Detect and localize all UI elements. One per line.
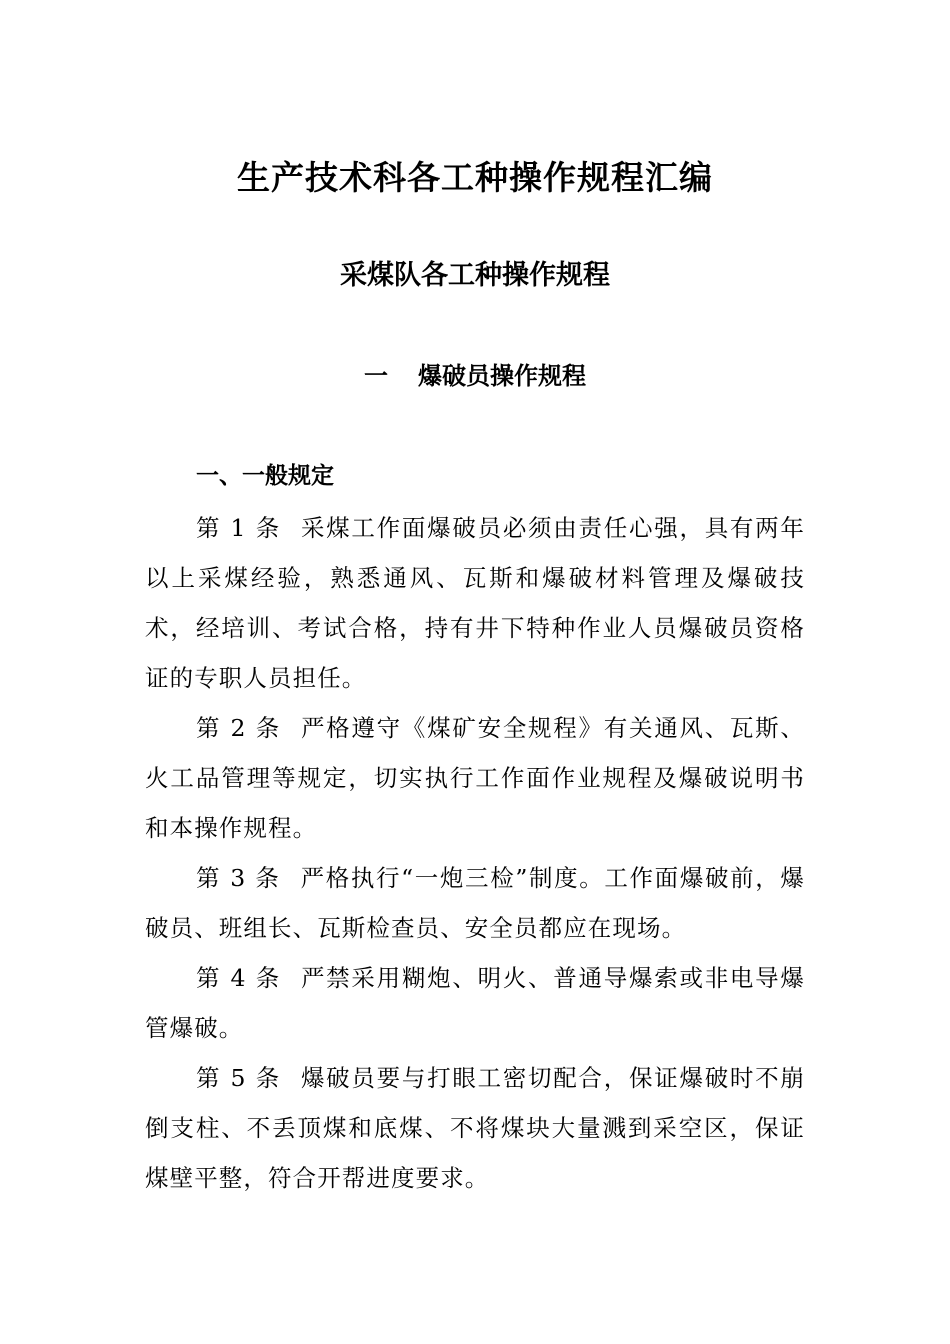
chapter-title: 爆破员操作规程 xyxy=(418,362,586,390)
chapter-number: 一 xyxy=(364,362,388,390)
article-text: 严禁采用糊炮、明火、普通导爆索或非电导爆管爆破。 xyxy=(145,964,805,1042)
article-text: 爆破员要与打眼工密切配合，保证爆破时不崩倒支柱、不丢顶煤和底煤、不将煤块大量溅到采空区，保证煤壁平整，符合开帮进度要求。 xyxy=(145,1064,805,1192)
article-text: 采煤工作面爆破员必须由责任心强，具有两年以上采煤经验，熟悉通风、瓦斯和爆破材料管理及爆破技术，经培训、考试合格，持有井下特种作业人员爆破员资格证的专职人员担任。 xyxy=(145,514,805,692)
article-1 xyxy=(145,503,805,703)
article-label: 第 1 条 xyxy=(196,514,281,542)
article-label: 第 5 条 xyxy=(196,1064,281,1092)
articles-body xyxy=(145,503,805,1203)
article-label: 第 4 条 xyxy=(196,964,281,992)
article-label: 第 3 条 xyxy=(196,864,281,892)
article-text: 严格遵守《煤矿安全规程》有关通风、瓦斯、火工品管理等规定，切实执行工作面作业规程及爆破说明书和本操作规程。 xyxy=(145,714,805,842)
chapter-heading xyxy=(0,356,950,396)
article-2 xyxy=(145,703,805,853)
section-heading: 一、一般规定 xyxy=(196,463,334,489)
article-5 xyxy=(145,1053,805,1203)
article-label: 第 2 条 xyxy=(196,714,281,742)
article-4 xyxy=(145,953,805,1053)
document-subtitle: 采煤队各工种操作规程 xyxy=(340,260,610,291)
article-text: 严格执行“一炮三检”制度。工作面爆破前，爆破员、班组长、瓦斯检查员、安全员都应在现场。 xyxy=(145,864,805,942)
document-title: 生产技术科各工种操作规程汇编 xyxy=(237,158,713,197)
article-3 xyxy=(145,853,805,953)
